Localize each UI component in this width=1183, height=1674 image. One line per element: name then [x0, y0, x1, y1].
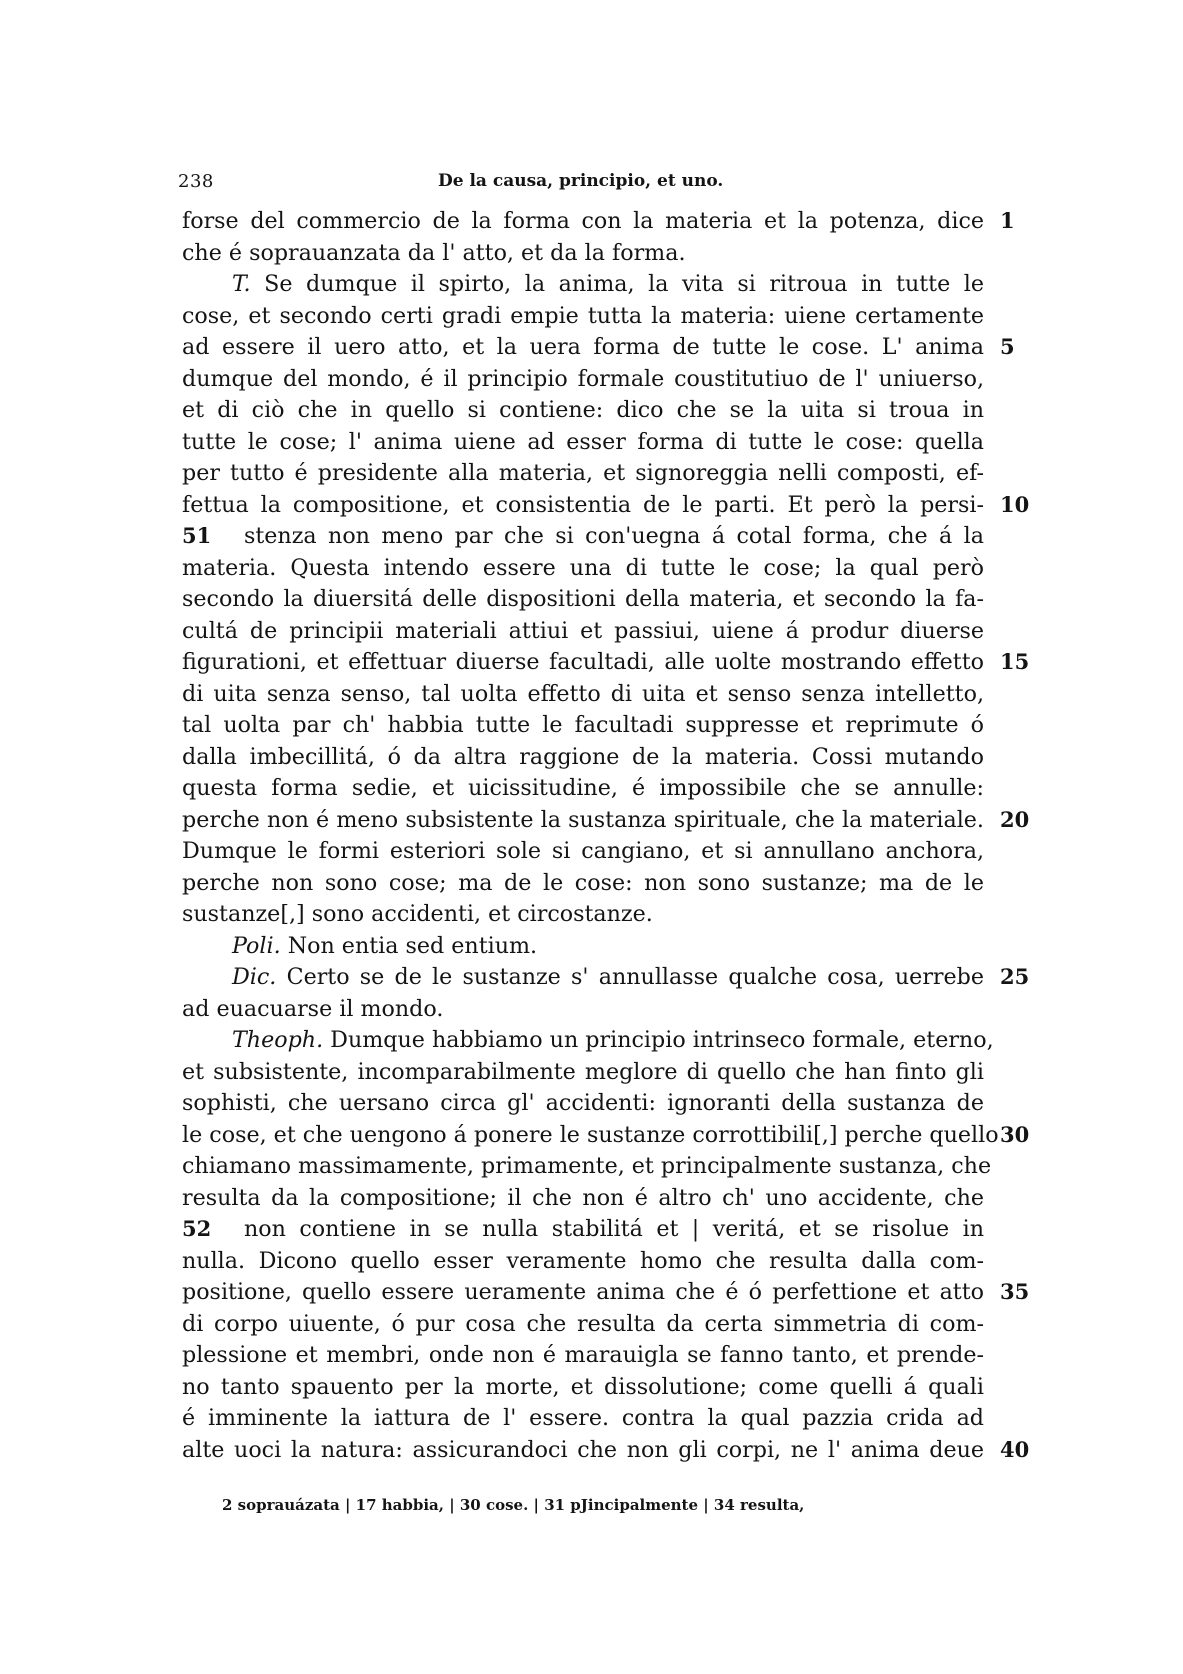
- footnotes: 2 soprauázata | 17 habbia, | 30 cose. | 31 pJincipalmente | 34 resulta,: [222, 1496, 805, 1514]
- speaker-label: Dic.: [232, 964, 277, 990]
- line-text: Dumque le formi esteriori sole si cangiano, et si annullano anchora,: [182, 838, 984, 864]
- text-line: [182, 393, 984, 427]
- text-line: [182, 1307, 984, 1341]
- line-text: Non entia sed entium.: [280, 932, 538, 959]
- line-text: positione, quello essere ueramente anima che é ó perfettione et atto: [182, 1279, 984, 1305]
- line-text: sophisti, che uersano circa gl' accidenti: ignoranti della sustanza de: [182, 1090, 984, 1116]
- line-text: chiamano massimamente, primamente, et principalmente sustanza, che: [182, 1153, 992, 1179]
- text-line: [182, 551, 984, 585]
- text-line: [182, 204, 984, 238]
- text-line: [182, 866, 984, 900]
- text-line: [182, 1433, 984, 1467]
- text-line: [182, 1370, 984, 1404]
- line-number: 10: [1000, 491, 1030, 517]
- line-text: questa forma sedie, et uicissitudine, é impossibile che se annulle:: [182, 775, 984, 801]
- line-text: ad essere il uero atto, et la uera forma de tutte le cose. L' anima: [182, 334, 984, 360]
- speaker-label: Poli.: [232, 932, 281, 959]
- line-text: plessione et membri, onde non é marauigla se fanno tanto, et prende-: [182, 1342, 984, 1368]
- line-text: le cose, et che uengono á ponere le sustanze corrottibili[,] perche quello: [182, 1121, 999, 1148]
- line-text: no tanto spauento per la morte, et dissolutione; come quelli á quali: [182, 1373, 984, 1400]
- line-text: Certo se de le sustanze s' annullasse qualche cosa, uerrebe: [276, 964, 984, 990]
- text-line: [182, 677, 984, 711]
- line-text: non contiene in se nulla stabilitá et | veritá, et se risolue in: [244, 1216, 984, 1242]
- line-text: secondo la diuersitá delle dispositioni della materia, et secondo la fa-: [182, 586, 984, 612]
- page-number: 238: [178, 171, 214, 192]
- text-line: [182, 614, 984, 648]
- text-line: [182, 1149, 992, 1183]
- text-line: [182, 708, 984, 742]
- line-text: resulta da la compositione; il che non é altro ch' uno accidente, che: [182, 1184, 984, 1211]
- text-line: [182, 488, 984, 522]
- text-line: [232, 960, 984, 994]
- text-line: [182, 1244, 984, 1278]
- line-number: 40: [1000, 1436, 1030, 1462]
- page-header: [178, 171, 998, 201]
- line-text: nulla. Dicono quello esser veramente homo che resulta dalla com-: [182, 1247, 984, 1274]
- line-text: dumque del mondo, é il principio formale coustitutiuo de l' uniuerso,: [182, 365, 984, 392]
- text-line: [182, 1118, 999, 1152]
- line-number: 35: [1000, 1279, 1030, 1304]
- text-line: [182, 1401, 984, 1435]
- text-line: [182, 1275, 984, 1309]
- line-text: ad euacuarse il mondo.: [182, 995, 444, 1022]
- text-line: [182, 740, 984, 774]
- line-text: che é soprauanzata da l' atto, et da la forma.: [182, 239, 686, 266]
- line-text: Se dumque il spirto, la anima, la vita si ritroua in tutte le: [250, 271, 984, 297]
- text-line: [232, 267, 984, 301]
- speaker-label: T.: [232, 271, 251, 297]
- line-text: perche non é meno subsistente la sustanza spirituale, che la materiale.: [182, 806, 984, 833]
- line-text: et subsistente, incomparabilmente meglore di quello che han finto gli: [182, 1058, 984, 1085]
- line-number: 30: [1000, 1121, 1030, 1147]
- line-text: sustanze[,] sono accidenti, et circostanze.: [182, 901, 653, 927]
- text-line: [182, 1338, 984, 1372]
- text-line: [182, 645, 984, 679]
- text-line: [182, 803, 984, 837]
- text-line: [182, 1086, 984, 1120]
- text-line: [182, 236, 984, 270]
- line-text: figurationi, et effettuar diuerse facultadi, alle uolte mostrando effetto: [182, 649, 984, 675]
- text-line: [182, 771, 984, 805]
- line-text: forse del commercio de la forma con la materia et la potenza, dice: [182, 208, 984, 234]
- text-line: [182, 425, 984, 459]
- line-text: fettua la compositione, et consistentia de le parti. Et però la persi-: [182, 491, 984, 518]
- text-line: [182, 330, 984, 364]
- text-line: [182, 299, 984, 333]
- line-text: tutte le cose; l' anima uiene ad esser forma di tutte le cose: quella: [182, 428, 984, 455]
- text-line: [244, 1212, 984, 1246]
- line-number: 20: [1000, 806, 1030, 832]
- margin-page-reference: 52: [182, 1216, 212, 1241]
- text-line: [182, 897, 984, 931]
- running-title: De la causa, principio, et uno.: [438, 171, 724, 191]
- line-text: alte uoci la natura: assicurandoci che non gli corpi, ne l' anima deue: [182, 1436, 984, 1463]
- line-number: 25: [1000, 964, 1030, 989]
- line-text: di uita senza senso, tal uolta effetto di uita et senso senza intelletto,: [182, 680, 984, 707]
- line-text: et di ciò che in quello si contiene: dico che se la uita si troua in: [182, 397, 984, 423]
- text-line: [232, 929, 984, 963]
- line-number: 1: [1000, 208, 1015, 233]
- text-line: [182, 362, 984, 396]
- line-text: di corpo uiuente, ó pur cosa che resulta da certa simmetria di com-: [182, 1310, 984, 1337]
- line-text: Dumque habbiamo un principio intrinseco formale, eterno,: [323, 1027, 994, 1053]
- speaker-label: Theoph.: [232, 1027, 324, 1053]
- text-line: [182, 582, 984, 616]
- line-text: é imminente la iattura de l' essere. contra la qual pazzia crida ad: [182, 1405, 984, 1431]
- text-line: [182, 992, 984, 1026]
- text-line: [244, 519, 984, 553]
- line-text: cose, et secondo certi gradi empie tutta la materia: uiene certamente: [182, 302, 984, 329]
- line-text: perche non sono cose; ma de le cose: non sono sustanze; ma de le: [182, 869, 984, 896]
- line-text: cultá de principii materiali attiui et passiui, uiene á produr diuerse: [182, 617, 984, 644]
- text-line: [182, 1181, 984, 1215]
- line-number: 5: [1000, 334, 1015, 359]
- line-text: tal uolta par ch' habbia tutte le facultadi suppresse et reprimute ó: [182, 712, 984, 738]
- text-line: [232, 1023, 994, 1057]
- text-line: [182, 834, 984, 868]
- line-text: stenza non meno par che si con'uegna á cotal forma, che á la: [244, 523, 984, 549]
- margin-page-reference: 51: [182, 523, 212, 548]
- text-line: [182, 1055, 984, 1089]
- line-number: 15: [1000, 649, 1030, 674]
- line-text: materia. Questa intendo essere una di tutte le cose; la qual però: [182, 554, 984, 581]
- line-text: dalla imbecillitá, ó da altra raggione de la materia. Cossi mutando: [182, 743, 984, 770]
- text-line: [182, 456, 984, 490]
- line-text: per tutto é presidente alla materia, et signoreggia nelli composti, ef-: [182, 460, 984, 486]
